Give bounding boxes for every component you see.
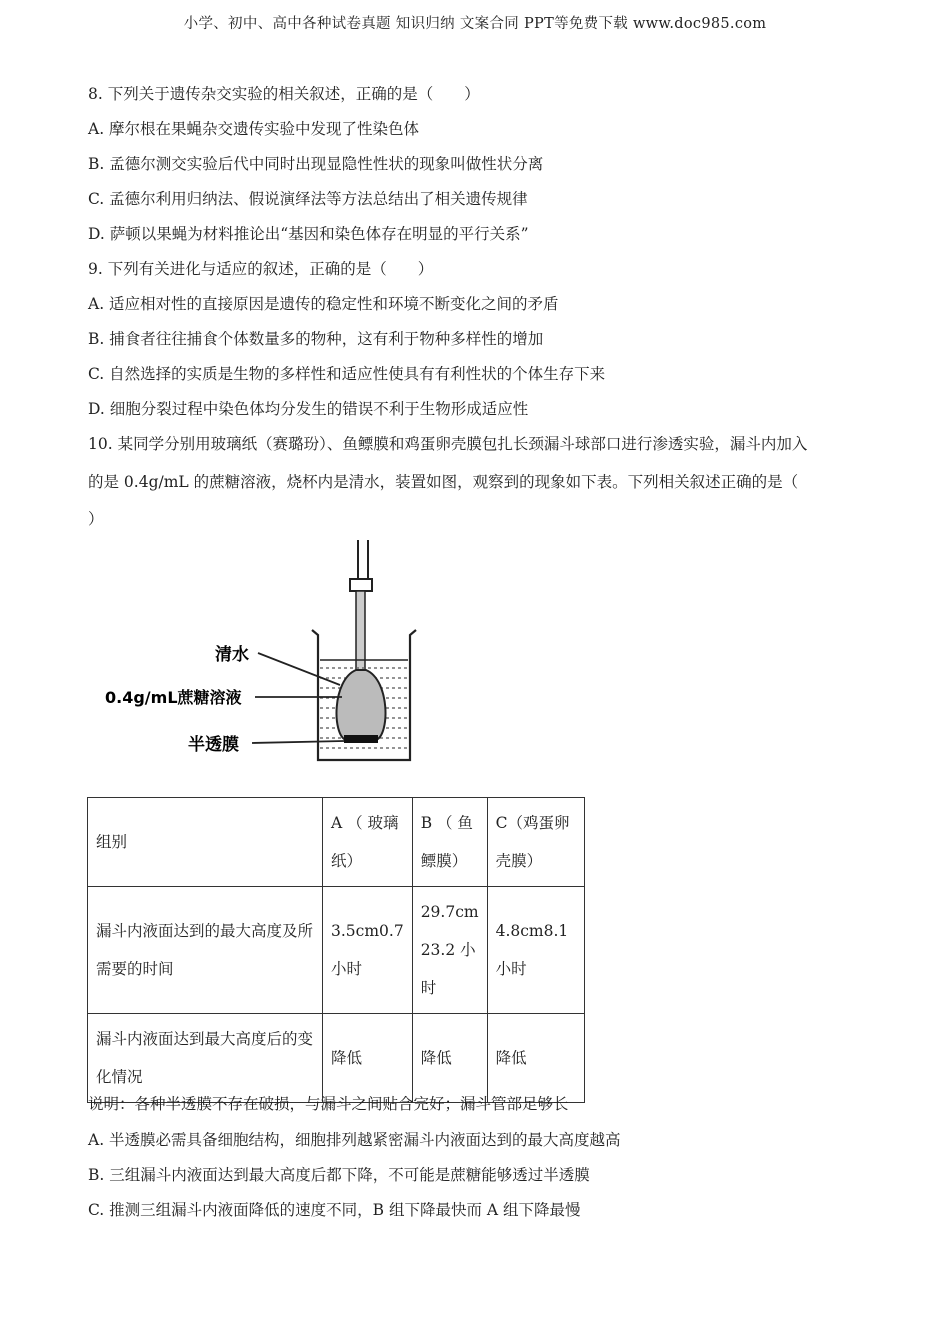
q10-stem-line2: 的是 0.4g/mL 的蔗糖溶液，烧杯内是清水，装置如图，观察到的现象如下表。下列相关叙述正确的是（ bbox=[88, 473, 799, 491]
table-row bbox=[88, 887, 585, 1014]
q9-option-d: D. 细胞分裂过程中染色体均分发生的错误不利于生物形成适应性 bbox=[88, 400, 529, 418]
table-cell: 漏斗内液面达到最大高度后的变化情况 bbox=[88, 1014, 323, 1103]
q8-option-c: C. 孟德尔利用归纳法、假说演绎法等方法总结出了相关遗传规律 bbox=[88, 190, 528, 208]
table-cell: A （ 玻璃纸） bbox=[323, 798, 413, 887]
q10-stem-line1: 10. 某同学分别用玻璃纸（赛璐玢）、鱼鳔膜和鸡蛋卵壳膜包扎长颈漏斗球部口进行渗透实验，漏斗内加入 bbox=[88, 435, 808, 453]
osmosis-apparatus-figure bbox=[100, 535, 430, 775]
table-cell: C（鸡蛋卵壳膜） bbox=[487, 798, 584, 887]
q9-option-b: B. 捕食者往往捕食个体数量多的物种，这有利于物种多样性的增加 bbox=[88, 330, 544, 348]
table-cell: 降低 bbox=[412, 1014, 487, 1103]
membrane-mark bbox=[344, 735, 378, 743]
page-header: 小学、初中、高中各种试卷真题 知识归纳 文案合同 PPT等免费下载 www.doc985.com bbox=[183, 16, 767, 32]
table-cell: 29.7cm 23.2 小时 bbox=[412, 887, 487, 1014]
table-cell: 3.5cm0.7 小时 bbox=[323, 887, 413, 1014]
table-cell: B （ 鱼鳔膜） bbox=[412, 798, 487, 887]
table-cell: 4.8cm8.1 小时 bbox=[487, 887, 584, 1014]
q8-option-a: A. 摩尔根在果蝇杂交遗传实验中发现了性染色体 bbox=[88, 120, 420, 138]
q10-stem-line3: ） bbox=[88, 510, 104, 528]
table-header-row bbox=[88, 798, 585, 887]
table-cell: 漏斗内液面达到的最大高度及所需要的时间 bbox=[88, 887, 323, 1014]
q10-option-c: C. 推测三组漏斗内液面降低的速度不同，B 组下降最快而 A 组下降最慢 bbox=[88, 1201, 581, 1219]
q8-option-b: B. 孟德尔测交实验后代中同时出现显隐性性状的现象叫做性状分离 bbox=[88, 155, 544, 173]
table-row bbox=[88, 1014, 585, 1103]
label-water: 清水 bbox=[215, 645, 249, 665]
funnel-tube bbox=[356, 591, 365, 671]
funnel-bulb bbox=[337, 670, 386, 740]
table-cell: 降低 bbox=[323, 1014, 413, 1103]
tube-clamp bbox=[350, 579, 372, 591]
label-membrane: 半透膜 bbox=[188, 735, 239, 755]
q9-option-a: A. 适应相对性的直接原因是遗传的稳定性和环境不断变化之间的矛盾 bbox=[88, 295, 559, 313]
label-sucrose: 0.4g/mL蔗糖溶液 bbox=[105, 688, 242, 707]
table-cell: 降低 bbox=[487, 1014, 584, 1103]
results-table bbox=[87, 797, 585, 1103]
q9-stem: 9. 下列有关进化与适应的叙述，正确的是（ ） bbox=[88, 260, 434, 278]
table-note: 说明：各种半透膜不存在破损，与漏斗之间贴合完好；漏斗管部足够长 bbox=[88, 1095, 569, 1113]
q8-stem: 8. 下列关于遗传杂交实验的相关叙述，正确的是（ ） bbox=[88, 85, 480, 103]
q9-option-c: C. 自然选择的实质是生物的多样性和适应性使具有有利性状的个体生存下来 bbox=[88, 365, 606, 383]
q10-option-a: A. 半透膜必需具备细胞结构，细胞排列越紧密漏斗内液面达到的最大高度越高 bbox=[88, 1131, 621, 1149]
q10-option-b: B. 三组漏斗内液面达到最大高度后都下降，不可能是蔗糖能够透过半透膜 bbox=[88, 1166, 590, 1184]
table-cell: 组别 bbox=[88, 798, 323, 887]
q8-option-d: D. 萨顿以果蝇为材料推论出“基因和染色体存在明显的平行关系” bbox=[88, 225, 529, 243]
